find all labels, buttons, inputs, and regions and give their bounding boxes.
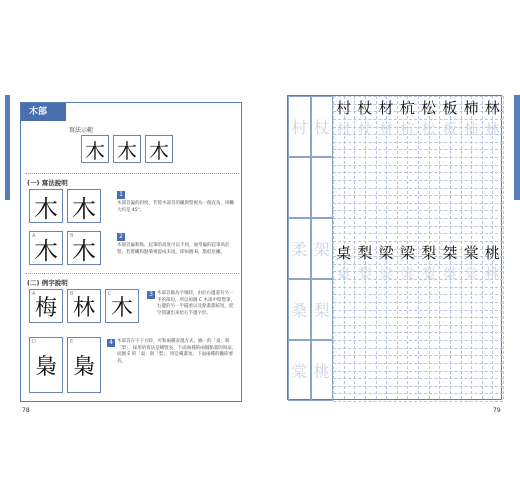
grid-line (333, 302, 503, 303)
example-char: 林 (72, 295, 95, 321)
left-page-tab (5, 95, 10, 200)
ghost-practice-cell (288, 157, 311, 218)
example-box-3 (145, 135, 173, 163)
grid-line (333, 210, 503, 211)
practice-grid (287, 95, 502, 400)
page-number-left: 78 (22, 407, 30, 414)
ghost-char: 杖 (357, 122, 372, 138)
left-panel (20, 102, 242, 402)
grid-line (333, 195, 503, 196)
grid-line (333, 180, 503, 181)
corner-label: B (70, 233, 74, 239)
example-char-box (29, 337, 63, 393)
item-number: 3 (147, 291, 155, 299)
corner-label: A (32, 233, 36, 239)
grid-line (333, 157, 503, 158)
ghost-char: 村 (336, 122, 351, 138)
grid-line (333, 233, 503, 234)
grid-line (333, 332, 503, 333)
model-char: 桀 (442, 243, 458, 262)
model-char: 梨 (421, 243, 437, 262)
corner-label: B (70, 291, 74, 297)
ghost-char: 桌 (336, 267, 351, 283)
section2-heading: (二) 例字說明 (27, 279, 68, 287)
stroke-box (67, 231, 101, 265)
item-description: 木部首偏的斜度，若將木部首的撇與豎視為一個直角，則撇大約是 45°。 (117, 201, 234, 213)
example-box-1 (81, 135, 109, 163)
grid-line (333, 310, 503, 311)
ghost-practice-cell: 桃 (311, 340, 334, 401)
grid-line (333, 401, 503, 402)
ghost-char: 梨 (421, 267, 436, 283)
example-char: 梟 (34, 354, 57, 380)
ghost-practice-cell: 柔 (288, 218, 311, 279)
grid-line (333, 149, 503, 150)
model-char: 村 (336, 98, 352, 117)
ghost-char: 柿 (464, 122, 479, 138)
ghost-char: 松 (421, 122, 436, 138)
ghost-char: 材 (379, 122, 394, 138)
grid-line (333, 371, 503, 372)
model-char: 柿 (463, 98, 479, 117)
example-box-2 (113, 135, 141, 163)
model-char: 松 (421, 98, 437, 117)
divider (25, 173, 239, 174)
stroke-box (29, 189, 63, 223)
ghost-practice-cell: 杖 (311, 96, 334, 157)
model-char: 杖 (357, 98, 373, 117)
ghost-char: 梨 (357, 267, 372, 283)
ghost-char: 梁 (379, 267, 394, 283)
example-char-box (29, 289, 63, 323)
grid-line (333, 348, 503, 349)
section-title: 木部 (21, 103, 66, 121)
example-char: 梅 (34, 295, 57, 321)
example-label: 寫法示範 (69, 127, 94, 134)
item-description: 木部首在字下方時，可和兩種表現方式，圖一的「桌」與「梨」，採用的寫法是橫豎長，下面兩種的兩個點畫的寫法，而圖 E 的「桌」與「梨」，則是橫畫短，下面兩種的撇捺要長。 (117, 339, 237, 364)
stroke-box (67, 189, 101, 223)
model-char: 桌 (336, 243, 352, 262)
example-char: 梟 (72, 354, 95, 380)
model-char: 林 (484, 98, 500, 117)
grid-line (333, 363, 503, 364)
ghost-practice-cell: 梨 (311, 279, 334, 340)
ghost-char: 棠 (464, 267, 479, 283)
model-char: 梁 (378, 243, 394, 262)
ghost-char: 板 (442, 122, 457, 138)
stroke-char: 木 (72, 194, 96, 223)
example-char-box (105, 289, 139, 323)
example-char: 木 (85, 138, 105, 163)
item-description: 木部首偏和點，起筆的高度可以不同，通常偏的起筆高於豎，若將撇和點筆視提成未尾，即如圖 B，點低於撇。 (117, 243, 230, 255)
stroke-char: 木 (34, 236, 58, 265)
ghost-char: 杭 (400, 122, 415, 138)
corner-label: A (32, 291, 36, 297)
grid-line (333, 378, 503, 379)
grid-line (333, 165, 503, 166)
grid-line (333, 218, 503, 219)
section1-heading: (一) 寫法說明 (27, 179, 68, 187)
grid-line (333, 287, 503, 288)
model-char: 梨 (357, 243, 373, 262)
grid-line (333, 172, 503, 173)
grid-line (333, 142, 503, 143)
ghost-char: 林 (485, 122, 500, 138)
grid-line (333, 393, 503, 394)
item-number: 4 (107, 339, 115, 347)
example-char-box (67, 337, 101, 393)
grid-line (333, 386, 503, 387)
corner-label: C (108, 291, 112, 297)
grid-line (333, 294, 503, 295)
ghost-practice-cell (311, 157, 334, 218)
ghost-char: 桃 (485, 267, 500, 283)
page-number-right: 79 (493, 407, 501, 414)
model-char: 桃 (484, 243, 500, 262)
grid-line (333, 203, 503, 204)
model-char: 材 (378, 98, 394, 117)
item-number: 1 (117, 191, 125, 199)
stroke-box (29, 231, 63, 265)
grid-line (333, 325, 503, 326)
right-page-tab (514, 95, 520, 200)
item-number: 2 (117, 233, 125, 241)
ghost-practice-cell: 桑 (288, 279, 311, 340)
example-char: 木 (117, 138, 137, 163)
stroke-char: 木 (72, 236, 96, 265)
ghost-practice-cell: 棠 (288, 340, 311, 401)
divider (25, 273, 239, 274)
ghost-practice-cell: 村 (288, 96, 311, 157)
model-char: 棠 (463, 243, 479, 262)
item-description: 木部首做為字根時，由於右邊還有另一半的部份，所以如圖 C 木部中間豎筆，右邊的另一半擺重以及點畫都較短，把空間讓出來給右半邊字形。 (157, 291, 236, 316)
grid-line (333, 188, 503, 189)
example-char: 木 (149, 138, 169, 163)
grid-line (333, 226, 503, 227)
ghost-practice-cell: 架 (311, 218, 334, 279)
stroke-char: 木 (34, 194, 58, 223)
example-char: 木 (110, 295, 133, 321)
model-char: 梁 (399, 243, 415, 262)
model-char: 杭 (399, 98, 415, 117)
example-char-box (67, 289, 101, 323)
ghost-char: 梁 (400, 267, 415, 283)
grid-line (503, 96, 504, 399)
grid-line (333, 340, 503, 341)
corner-label: D (32, 339, 36, 345)
model-char: 板 (442, 98, 458, 117)
ghost-char: 桀 (442, 267, 457, 283)
grid-line (333, 317, 503, 318)
corner-label: E (70, 339, 74, 345)
grid-line (333, 355, 503, 356)
